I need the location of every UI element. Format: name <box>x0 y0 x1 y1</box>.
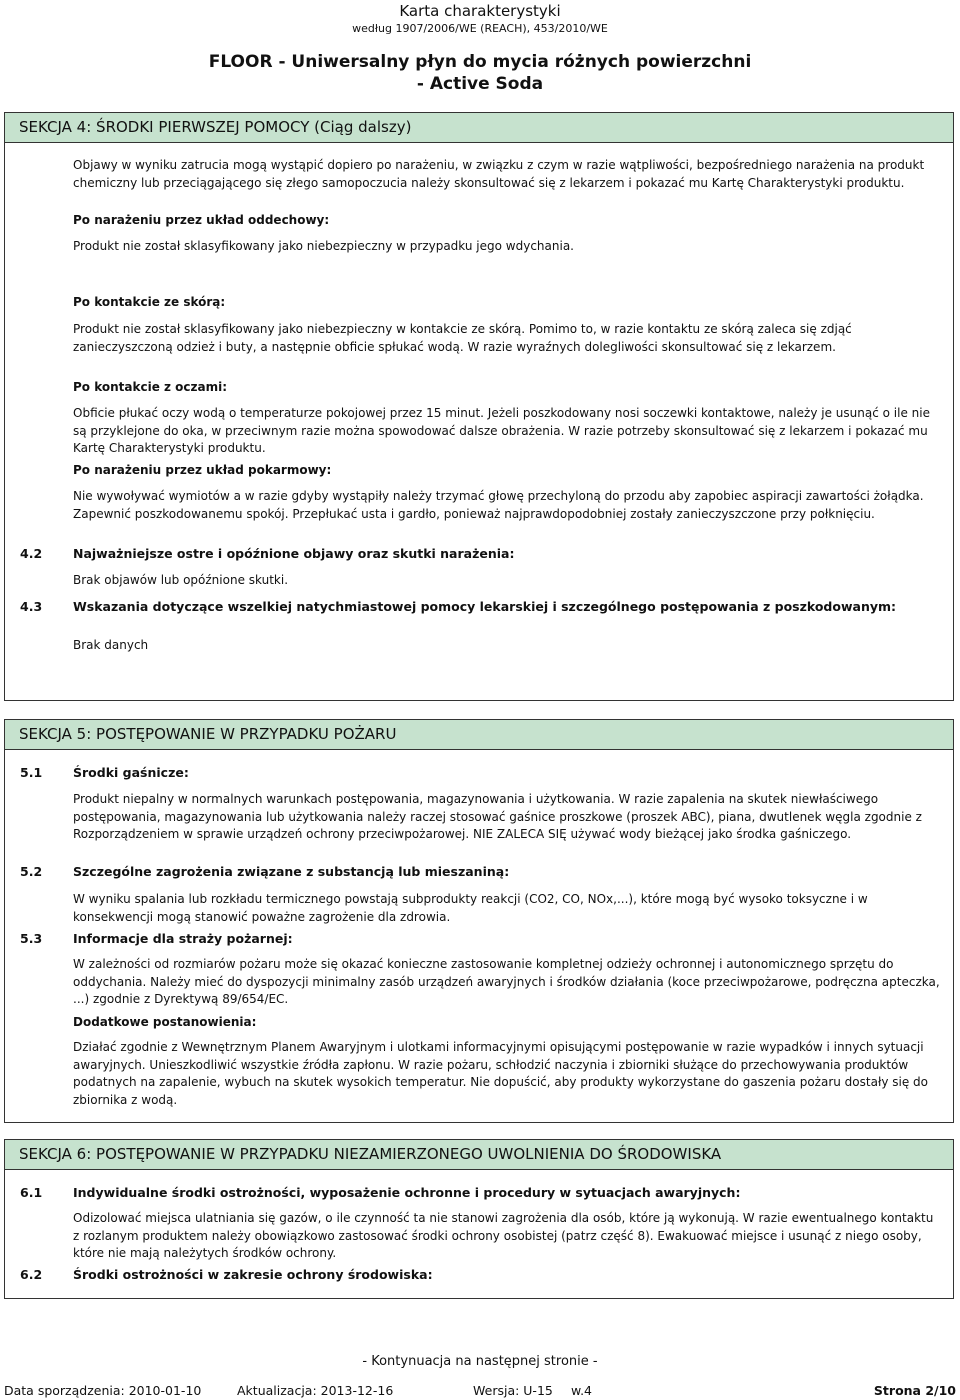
subsection-number: 5.1 <box>20 765 43 780</box>
subsection-title: Najważniejsze ostre i opóźnione objawy oraz skutki narażenia: <box>73 546 515 561</box>
regulation: według 1907/2006/WE (REACH), 453/2010/WE <box>352 22 608 35</box>
subsection-text: Produkt niepalny w normalnych warunkach postępowania, magazynowania i użytkowania. W razie zapalenia na skutek niewłaściwego postępowania, magazynowania lub użytkowania należy raczej stosować gaśnice proszkowe (proszek ABC), piana, dwutlenek węgla zgodnie z Rozporządzeniem w sprawie urządzeń ochrony przeciwpożarowej. NIE ZALECA SIĘ używać wody bieżącej jako środka gaśniczego. <box>73 792 922 841</box>
eye-label: Po kontakcie z oczami: <box>73 380 228 394</box>
ingestion-label: Po narażeniu przez układ pokarmowy: <box>73 463 332 477</box>
section-6-title: SEKCJA 6: POSTĘPOWANIE W PRZYPADKU NIEZAMIERZONEGO UWOLNIENIA DO ŚRODOWISKA <box>5 1140 953 1170</box>
subsection-number: 4.2 <box>20 546 43 561</box>
section-4-intro: Objawy w wyniku zatrucia mogą wystąpić dopiero po narażeniu, w związku z czym w razie wątpliwości, bezpośredniego narażenia na produkt chemiczny lub przeciągającego się złego samopoczucia należy skonsultować się z lekarzem i pokazać mu Kartę Charakterystyki produktu. <box>73 158 925 190</box>
version: Wersja: U-15 <box>473 1383 553 1398</box>
subsection-title: Wskazania dotyczące wszelkiej natychmiastowej pomocy lekarskiej i szczególnego postępowania z poszkodowanym: <box>73 599 897 614</box>
skin-text: Produkt nie został sklasyfikowany jako niebezpieczny w kontakcie ze skórą. Pomimo to, w razie kontaktu ze skórą zaleca się zdjąć zanieczyszczoną odzież i buty, a następnie obficie spłukać wodą. W razie wyraźnych dolegliwości skonsultować się z lekarzem. <box>73 322 852 354</box>
version-w: w.4 <box>571 1383 593 1398</box>
subsection-number: 6.2 <box>20 1267 43 1282</box>
product-name: FLOOR - Uniwersalny płyn do mycia różnych powierzchni <box>208 52 752 72</box>
subsection-title: Środki ostrożności w zakresie ochrony środowiska: <box>73 1267 433 1282</box>
doc-type: Karta charakterystyki <box>399 2 561 20</box>
product-variant: - Active Soda <box>416 74 544 94</box>
update-date: Aktualizacja: 2013-12-16 <box>237 1383 394 1398</box>
subsection-number: 5.2 <box>20 864 43 879</box>
subsection-text: Odizolować miejsca ulatniania się gazów, o ile czynność ta nie stanowi zagrożenia dla osób, które ją wykonują. W razie ewentualnego kontaktu z rozlanym produktem należy obowiązkowo zastosować środki ochrony osobistej (patrz część 8). Ewakuować miejsce i usunąć z niego osoby, które nie mają należytych środków ochrony. <box>73 1211 934 1260</box>
creation-date: Data sporządzenia: 2010-01-10 <box>4 1383 202 1398</box>
subsection-number: 6.1 <box>20 1185 43 1200</box>
subsection-text: Brak danych <box>73 638 149 652</box>
skin-label: Po kontakcie ze skórą: <box>73 295 226 309</box>
additional-label: Dodatkowe postanowienia: <box>73 1015 257 1029</box>
inhalation-text: Produkt nie został sklasyfikowany jako niebezpieczny w przypadku jego wdychania. <box>73 239 574 253</box>
subsection-title: Środki gaśnicze: <box>73 765 189 780</box>
eye-text: Obficie płukać oczy wodą o temperaturze pokojowej przez 15 minut. Jeżeli poszkodowany nosi soczewki kontaktowe, należy je usunąć o ile nie są przyklejone do oka, w przeciwnym razie można spowodować dalsze obrażenia. W razie potrzeby skonsultować się z lekarzem i pokazać mu Kartę Charakterystyki produktu. <box>73 406 930 455</box>
subsection-text: W zależności od rozmiarów pożaru może się okazać konieczne zastosowanie kompletnej odzieży ochronnej i autonomicznego sprzętu do oddychania. Należy mieć do dyspozycji minimalny zasób urządzeń awaryjnych i środków działania (koce przeciwpożarowe, podręczna apteczka, ...) zgodnie z Dyrektywą 89/654/EC. <box>73 957 940 1006</box>
subsection-title: Informacje dla straży pożarnej: <box>73 931 293 946</box>
subsection-title: Szczególne zagrożenia związane z substancją lub mieszaniną: <box>73 864 510 879</box>
ingestion-text: Nie wywoływać wymiotów a w razie gdyby wystąpiły należy trzymać głowę przechyloną do przodu aby zapobiec aspiracji zawartości żołądka. Zapewnić poszkodowanemu spokój. Przepłukać usta i gardło, ponieważ najprawdopodobniej zostały zanieczyszczone przy połknięciu. <box>73 489 924 521</box>
inhalation-label: Po narażeniu przez układ oddechowy: <box>73 213 330 227</box>
subsection-text: Brak objawów lub opóźnione skutki. <box>73 573 289 587</box>
subsection-number: 4.3 <box>20 599 43 614</box>
continuation-note: - Kontynuacja na następnej stronie - <box>362 1354 598 1369</box>
subsection-title: Indywidualne środki ostrożności, wyposażenie ochronne i procedury w sytuacjach awaryjnych: <box>73 1185 741 1200</box>
subsection-number: 5.3 <box>20 931 43 946</box>
section-4-title: SEKCJA 4: ŚRODKI PIERWSZEJ POMOCY (Ciąg dalszy) <box>5 113 953 143</box>
additional-text: Działać zgodnie z Wewnętrznym Planem Awaryjnym i ulotkami informacyjnymi opisującymi postępowanie w razie wypadków i innych sytuacji awaryjnych. Unieszkodliwić wszystkie źródła zapłonu. W razie pożaru, schłodzić naczynia i zbiorniki służące do przechowywania produktów podatnych na zapalenie, wybuch na skutek wysokich temperatur. Nie dopuścić, aby produkty wykorzystane do gaszenia pożaru dostały się do zbiornika z wodą. <box>73 1040 929 1107</box>
subsection-text: W wyniku spalania lub rozkładu termicznego powstają subprodukty reakcji (CO2, CO, NOx,...), które mogą być wysoko toksyczne i w konsekwencji mogą stanowić poważne zagrożenie dla zdrowia. <box>73 892 868 924</box>
section-5-title: SEKCJA 5: POSTĘPOWANIE W PRZYPADKU POŻARU <box>5 720 953 750</box>
page-number: Strona 2/10 <box>873 1383 956 1398</box>
